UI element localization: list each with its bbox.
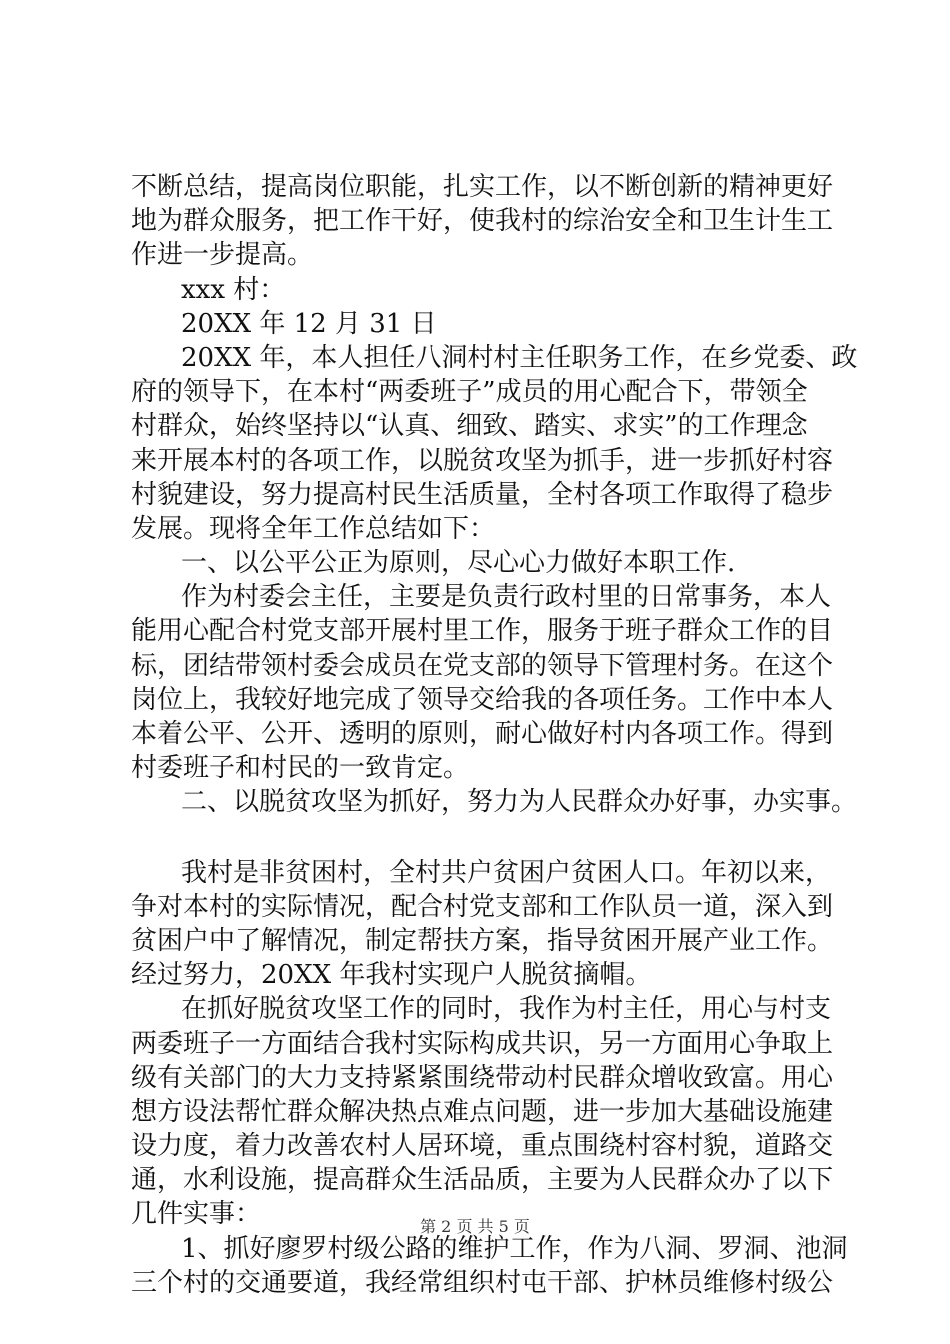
text-line: 能用心配合村党支部开展村里工作，服务于班子群众工作的目: [131, 616, 834, 647]
text-line: 贫困户中了解情况，制定帮扶方案，指导贫困开展产业工作。: [131, 925, 834, 956]
text-line: 经过努力，20XX 年我村实现户人脱贫摘帽。: [131, 960, 652, 991]
page-number-footer: 第 2 页 共 5 页: [420, 1217, 530, 1236]
text-line: 20XX 年，本人担任八洞村村主任职务工作，在乡党委、政: [181, 342, 858, 373]
text-line: 本着公平、公开、透明的原则，耐心做好村内各项工作。得到: [131, 719, 834, 749]
text-line: 村貌建设，努力提高村民生活质量，全村各项工作取得了稳步: [131, 479, 834, 510]
text-line: 想方设法帮忙群众解决热点难点问题，进一步加大基础设施建: [131, 1096, 834, 1127]
text-line: 我村是非贫困村，全村共户贫困户贫困人口。年初以来，: [181, 857, 832, 888]
document-body: [131, 170, 858, 1300]
text-line: 争对本村的实际情况，配合村党支部和工作队员一道，深入到: [131, 891, 834, 922]
text-line: 不断总结，提高岗位职能，扎实工作，以不断创新的精神更好: [131, 172, 834, 202]
text-line: 三个村的交通要道，我经常组织村屯干部、护林员维修村级公: [131, 1267, 834, 1298]
text-line: 标，团结带领村委会成员在党支部的领导下管理村务。在这个: [131, 650, 834, 681]
paragraph-gap: [131, 820, 831, 856]
text-line: 发展。现将全年工作总结如下：: [131, 513, 496, 544]
text-line: 两委班子一方面结合我村实际构成共识，另一方面用心争取上: [131, 1028, 834, 1059]
recipient-line: xxx 村：: [181, 274, 286, 305]
text-line: 几件实事：: [131, 1199, 262, 1230]
text-line: 在抓好脱贫攻坚工作的同时，我作为村主任，用心与村支: [181, 994, 832, 1025]
text-line: 村群众，始终坚持以“认真、细致、踏实、求实”的工作理念: [131, 411, 808, 442]
text-line: 作进一步提高。: [131, 240, 314, 271]
section-heading: 二、以脱贫攻坚为抓好，努力为人民群众办好事，办实事。: [181, 787, 858, 818]
text-line: 地为群众服务，把工作干好，使我村的综治安全和卫生计生工: [131, 206, 834, 237]
text-line: 设力度，着力改善农村人居环境，重点围绕村容村貌，道路交: [131, 1131, 834, 1162]
text-line: 岗位上，我较好地完成了领导交给我的各项任务。工作中本人: [131, 684, 834, 715]
text-line: 级有关部门的大力支持紧紧围绕带动村民群众增收致富。用心: [131, 1062, 834, 1093]
text-line: 府的领导下，在本村“两委班子”成员的用心配合下，带领全: [131, 377, 808, 408]
text-line: 作为村委会主任，主要是负责行政村里的日常事务，本人: [181, 582, 832, 613]
text-line: 来开展本村的各项工作，以脱贫攻坚为抓手，进一步抓好村容: [131, 445, 834, 476]
text-line: 通，水利设施，提高群众生活品质，主要为人民群众办了以下: [131, 1165, 834, 1196]
section-heading: 一、以公平公正为原则，尽心心力做好本职工作.: [181, 548, 736, 579]
date-line: 20XX 年 12 月 31 日: [181, 308, 437, 339]
text-line: 1、抓好廖罗村级公路的维护工作，作为八洞、罗洞、池洞: [181, 1233, 848, 1264]
text-line: 村委班子和村民的一致肯定。: [131, 753, 470, 784]
